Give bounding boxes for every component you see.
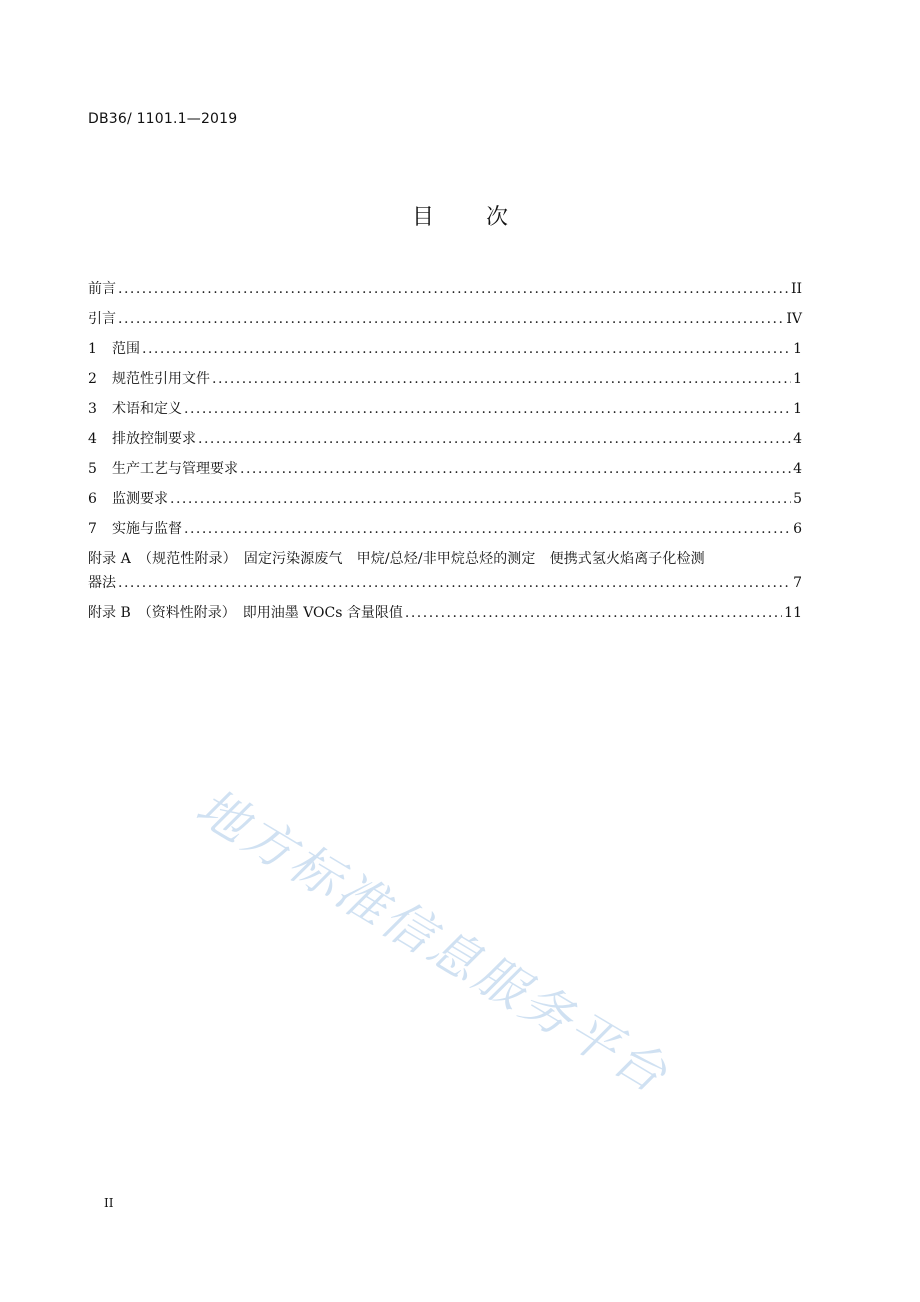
toc-entry-monitoring[interactable]: [88, 488, 802, 518]
toc-entry-scope[interactable]: [88, 338, 802, 368]
document-code: DB36/ 1101.1—2019: [88, 111, 238, 127]
toc-entry-page: II: [790, 281, 802, 297]
toc-entry-number: 5: [88, 461, 97, 477]
toc-leader-dots: [240, 458, 791, 480]
toc-leader-dots: [118, 572, 791, 594]
toc-leader-dots: [170, 488, 791, 510]
watermark: 地方标准信息服务平台: [186, 777, 680, 1106]
toc-entry-page: 11: [784, 605, 802, 621]
toc-leader-dots: [184, 518, 791, 540]
toc-entry-annex-b[interactable]: [88, 602, 802, 632]
toc-leader-dots: [184, 398, 791, 420]
toc-entry-page: 4: [793, 431, 802, 447]
toc-leader-dots: [198, 428, 791, 450]
toc-leader-dots: [118, 278, 789, 300]
toc-leader-dots: [142, 338, 791, 360]
toc-entry-text: 排放控制要求: [112, 431, 196, 447]
toc-entry-text: 实施与监督: [112, 521, 182, 537]
toc-entry-text: 规范性引用文件: [112, 371, 210, 387]
table-of-contents: [88, 278, 802, 632]
toc-entry-terms-definitions[interactable]: [88, 398, 802, 428]
toc-entry-text: 生产工艺与管理要求: [112, 461, 238, 477]
toc-entry-number: 6: [88, 491, 97, 507]
toc-entry-page: 6: [793, 521, 802, 537]
toc-entry-text: 范围: [112, 341, 140, 357]
footer-page-number: II: [104, 1196, 114, 1210]
toc-entry-text: 附录 B （资料性附录） 即用油墨 VOCs 含量限值: [88, 605, 403, 621]
toc-entry-page: 1: [793, 401, 802, 417]
toc-entry-text: 引言: [88, 311, 116, 327]
toc-entry-page: 4: [793, 461, 802, 477]
toc-entry-introduction[interactable]: [88, 308, 802, 338]
toc-entry-number: 1: [88, 341, 97, 357]
toc-title-left: 目: [411, 205, 434, 230]
toc-entry-number: 4: [88, 431, 97, 447]
toc-entry-production-management[interactable]: [88, 458, 802, 488]
toc-entry-annex-a[interactable]: [88, 548, 802, 602]
toc-entry-text: 术语和定义: [112, 401, 182, 417]
toc-entry-text-line1: 附录 A （规范性附录） 固定污染源废气 甲烷/总烃/非甲烷总烃的测定 便携式氢火焰离子化检测: [88, 551, 705, 567]
toc-entry-normative-references[interactable]: [88, 368, 802, 398]
toc-entry-page: 7: [793, 575, 802, 591]
toc-entry-number: 3: [88, 401, 97, 417]
toc-title-right: 次: [486, 205, 509, 230]
toc-entry-page: 5: [793, 491, 802, 507]
toc-entry-page: 1: [793, 371, 802, 387]
toc-entry-number: 7: [88, 521, 97, 537]
toc-title: [0, 200, 920, 231]
toc-entry-preface[interactable]: [88, 278, 802, 308]
toc-entry-text-line2: 器法: [88, 575, 116, 591]
toc-entry-page: 1: [793, 341, 802, 357]
toc-entry-implementation[interactable]: [88, 518, 802, 548]
toc-entry-text: 监测要求: [112, 491, 168, 507]
toc-leader-dots: [118, 308, 784, 330]
toc-leader-dots: [212, 368, 791, 390]
toc-entry-emission-control[interactable]: [88, 428, 802, 458]
toc-entry-text: 前言: [88, 281, 116, 297]
toc-entry-page: IV: [786, 311, 802, 327]
toc-entry-number: 2: [88, 371, 97, 387]
toc-leader-dots: [405, 602, 782, 624]
